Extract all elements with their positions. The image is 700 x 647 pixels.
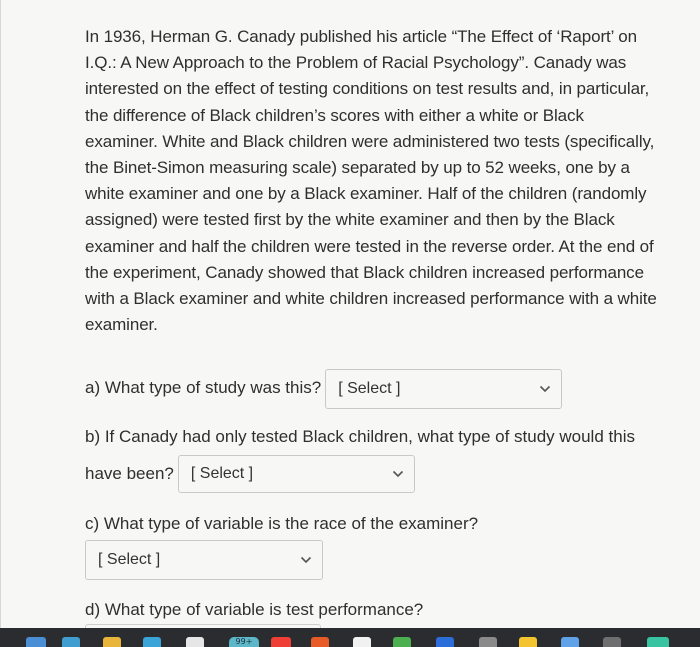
taskbar-app-icon[interactable]: [479, 637, 497, 647]
question-a-select[interactable]: [325, 369, 562, 409]
chevron-down-icon: [392, 470, 404, 478]
question-a-select-value: [ Select ]: [338, 380, 401, 397]
question-d-text: d) What type of variable is test performance?: [85, 600, 424, 619]
taskbar-app-icon[interactable]: [436, 637, 454, 647]
chevron-down-icon: [300, 556, 312, 564]
question-c: [85, 511, 478, 580]
question-passage: In 1936, Herman G. Canady published his article “The Effect of ‘Raport’ on I.Q.: A New Approach to the Problem of Racial Psychology”. Canady was interested on the effect of testing conditions on test results and, in particular, the difference of Black children’s scores with either a white or Black examiner. White and Black children were administered two tests (specifically, the Binet-Simon measuring scale) separated by up to 52 weeks, one by a white examiner and one by a Black examiner. Half of the children (randomly assigned) were tested first by the white examiner and then by the Black examiner and half the children were tested in the reverse order. At the end of the experiment, Canady showed that Black children increased performance with a Black examiner and white children increased performance with a white examiner.: [85, 27, 657, 335]
taskbar: [0, 628, 700, 647]
chevron-down-icon: [539, 385, 551, 393]
taskbar-app-icon[interactable]: [353, 637, 371, 647]
taskbar-app-icon[interactable]: [271, 637, 291, 647]
taskbar-app-icon[interactable]: [103, 637, 121, 647]
notification-badge: 99+: [229, 637, 259, 647]
question-b-text-line1: b) If Canady had only tested Black children, what type of study would this: [85, 427, 635, 446]
question-b-answer-row: [85, 455, 660, 493]
question-c-select-value: [ Select ]: [98, 551, 161, 568]
taskbar-app-icon[interactable]: [311, 637, 329, 647]
question-c-text: c) What type of variable is the race of the examiner?: [85, 514, 479, 533]
taskbar-app-icon[interactable]: [393, 637, 411, 647]
question-a-text: a) What type of study was this?: [85, 378, 322, 397]
question-c-select[interactable]: [85, 540, 323, 580]
taskbar-app-icon[interactable]: [561, 637, 579, 647]
taskbar-app-icon[interactable]: [603, 637, 621, 647]
taskbar-app-icon[interactable]: [519, 637, 537, 647]
question-d: [85, 597, 423, 623]
question-b-select-value: [ Select ]: [190, 465, 254, 482]
question-b-select[interactable]: [178, 455, 415, 493]
question-passage-container: [85, 24, 660, 338]
question-b-text-line2: have been?: [85, 464, 174, 483]
taskbar-app-icon[interactable]: [647, 637, 669, 647]
taskbar-app-icon[interactable]: [62, 637, 80, 647]
question-a: [85, 368, 562, 408]
taskbar-app-icon[interactable]: [186, 637, 204, 647]
taskbar-app-icon[interactable]: [26, 637, 46, 647]
question-b: [85, 424, 660, 493]
taskbar-app-icon[interactable]: [143, 637, 161, 647]
